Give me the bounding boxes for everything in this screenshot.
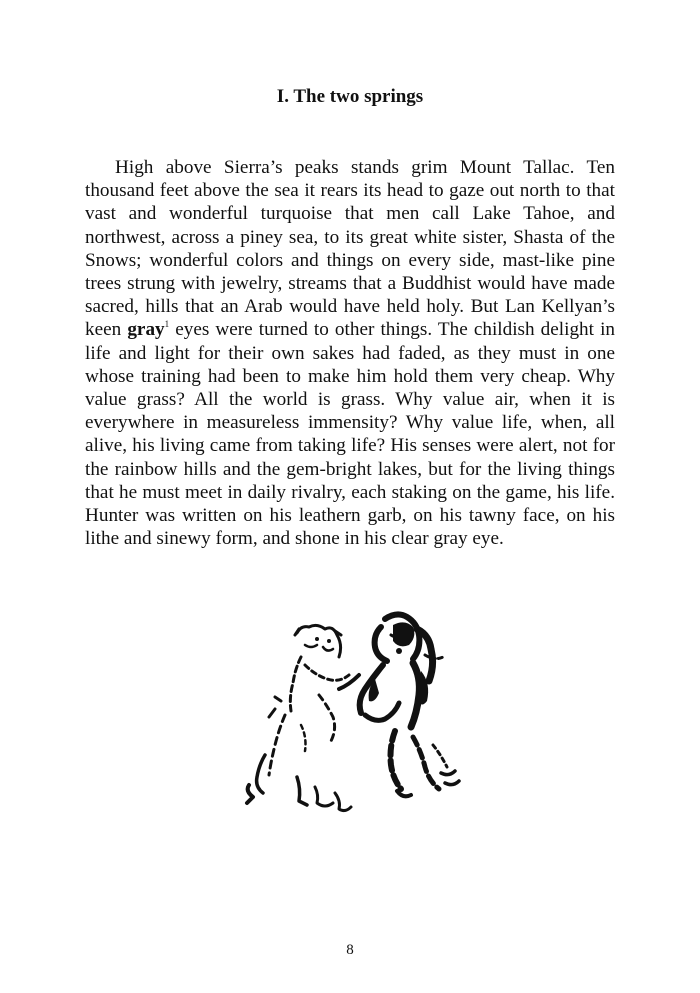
footnote-marker: 1 (164, 319, 170, 330)
body-paragraph (85, 156, 615, 550)
page-number: 8 (346, 942, 354, 958)
bold-word-gray: gray (127, 319, 165, 341)
chapter-title: I. The two springs (276, 86, 424, 107)
paragraph-text-part2: eyes were turned to other things. The childish delight in life and light for their own sakes had faded, as they must in one whose training had been to make him hold them very cheap. Why value grass? All the world is grass. Why value air, when it is everywhere in measureless immensity? Why value life, when, all alive, his living came from taking life? His senses were alert, not for the rainbow hills and the gem-bright lakes, but for the living things that he must meet in daily rivalry, each staking on the game, his life. Hunter was written on his leathern garb, on his tawny face, on his lithe and sinewy form, and shone in his clear gray eye. (85, 319, 615, 550)
wrestling-bears-illustration (235, 605, 470, 820)
paragraph-text-part1: High above Sierra’s peaks stands grim Mount Tallac. Ten thousand feet above the sea it rears its head to gaze out north to that vast and wonderful turquoise that men call Lake Tahoe, and northwest, across a piney sea, to its great white sister, Shasta of the Snows; wonderful colors and things on every side, mast-like pine trees strung with jewelry, streams that a Buddhist would have made sacred, hills that an Arab would have held holy. But Lan Kellyan’s keen (85, 157, 615, 341)
